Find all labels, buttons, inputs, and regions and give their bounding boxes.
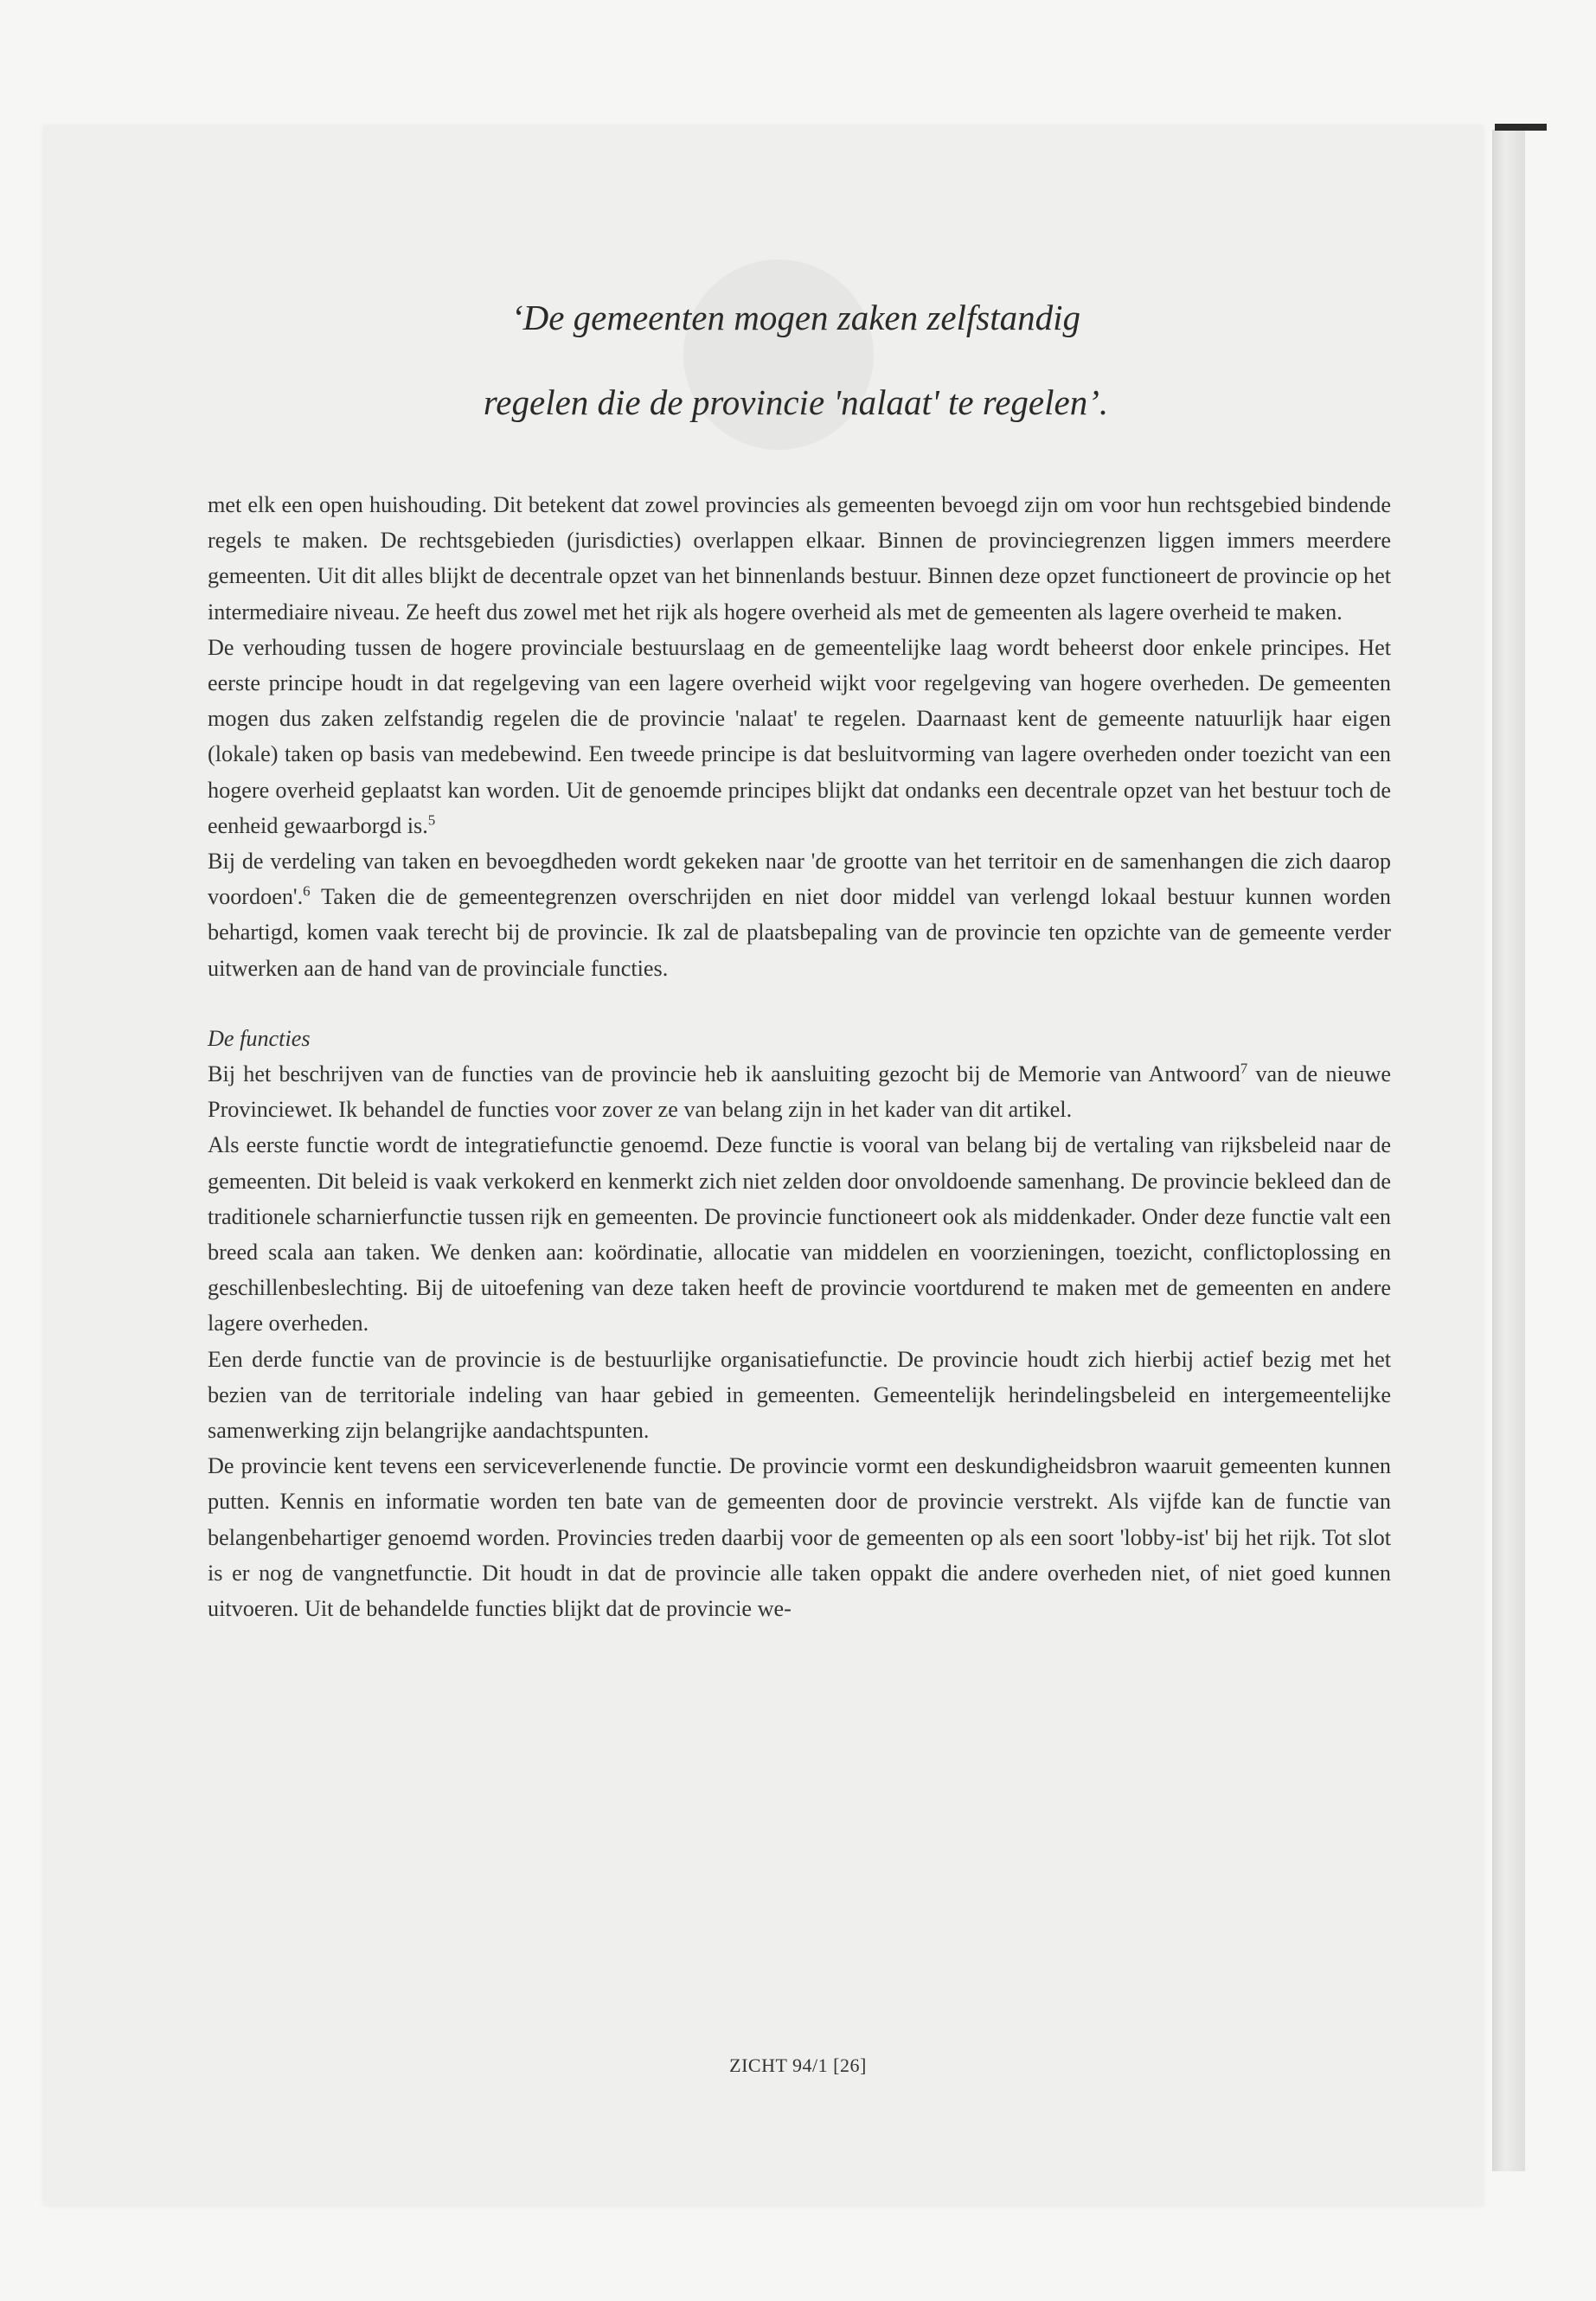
paragraph-7: De provincie kent tevens een serviceverlenende functie. De provincie vormt een deskundigheidsbron waaruit gemeenten kunnen putten. Kennis en informatie worden ten bate van de gemeenten door de provincie verstrekt. Als vijfde kan de functie van belangenbehartiger genoemd worden. Provincies treden daarbij voor de gemeenten op als een soort 'lobby-ist' bij het rijk. Tot slot is er nog de vangnetfunctie. Dit houdt in dat de provincie alle taken oppakt die andere overheden niet, of niet goed kunnen uitvoeren. Uit de behandelde functies blijkt dat de provincie we-: [208, 1453, 1391, 1622]
article-body: [208, 487, 1391, 1626]
pull-quote-line-2: regelen die de provincie 'nalaat' te regelen’.: [483, 382, 1109, 422]
paragraph-3-text-a: Bij de verdeling van taken en bevoegdheden wordt gekeken naar 'de grootte van het territoir en de samenhangen die zich daarop voordoen'.: [208, 849, 1391, 910]
paragraph-4: [208, 1056, 1391, 1127]
paragraph-6: Een derde functie van de provincie is de bestuurlijke organisatiefunctie. De provincie houdt zich hierbij actief bezig met het bezien van de territoriale indeling van haar gebied in gemeenten. Gemeentelijk herindelingsbeleid en intergemeentelijke samenwerking zijn belangrijke aandachtspunten.: [208, 1346, 1391, 1444]
pull-quote: [260, 275, 1332, 445]
paragraph-4-text-b: van de nieuwe Provinciewet. Ik behandel de functies voor zover ze van belang zijn in het kader van dit artikel.: [208, 1061, 1391, 1123]
paragraph-5: Als eerste functie wordt de integratiefunctie genoemd. Deze functie is vooral van belang bij de vertaling van rijksbeleid naar de gemeenten. Dit beleid is vaak verkokerd en kenmerkt zich niet zelden door onvoldoende samenhang. De provincie bekleed dan de traditionele scharnierfunctie tussen rijk en gemeenten. De provincie functioneert ook als middenkader. Onder deze functie valt een breed scala aan taken. We denken aan: koördinatie, allocatie van middelen en voorzieningen, toezicht, conflictoplossing en geschillenbeslechting. Bij de uitoefening van deze taken heeft de provincie voortdurend te maken met de gemeenten en andere lagere overheden.: [208, 1132, 1391, 1336]
footnote-ref-6: 6: [303, 882, 311, 900]
footnote-ref-5: 5: [427, 811, 436, 829]
paragraph-1: met elk een open huishouding. Dit betekent dat zowel provincies als gemeenten bevoegd zijn om voor hun rechtsgebied bindende regels te maken. De rechtsgebieden (jurisdicties) overlappen elkaar. Binnen de provinciegrenzen liggen immers meerdere gemeenten. Uit dit alles blijkt de decentrale opzet van het binnenlands bestuur. Binnen deze opzet functioneert de provincie op het intermediaire niveau. Ze heeft dus zowel met het rijk als hogere overheid als met de gemeenten als lagere overheid te maken.: [208, 492, 1391, 625]
pull-quote-line-1: ‘De gemeenten mogen zaken zelfstandig: [510, 298, 1081, 337]
paragraph-2: [208, 630, 1391, 843]
paragraph-4-text-a: Bij het beschrijven van de functies van de provincie heb ik aansluiting gezocht bij de Memorie van Antwoord: [208, 1061, 1240, 1087]
footnote-ref-7: 7: [1240, 1060, 1248, 1077]
page-footer: ZICHT 94/1 [26]: [729, 2054, 867, 2076]
page-edge: [1492, 130, 1525, 2171]
paragraph-3: [208, 843, 1391, 986]
paragraph-2-text: De verhouding tussen de hogere provinciale bestuurslaag en de gemeentelijke laag wordt beheerst door enkele principes. Het eerste principe houdt in dat regelgeving van een lagere overheid wijkt voor regelgeving van hogere overheden. De gemeenten mogen dus zaken zelfstandig regelen die de provincie 'nalaat' te regelen. Daarnaast kent de gemeente natuurlijk haar eigen (lokale) taken op basis van medebewind. Een tweede principe is dat besluitvorming van lagere overheden onder toezicht van een hogere overheid geplaatst kan worden. Uit de genoemde principes blijkt dat ondanks een decentrale opzet van het bestuur toch de eenheid gewaarborgd is.: [208, 634, 1391, 838]
section-heading-functies: De functies: [208, 1025, 311, 1051]
page-edge-marker: [1495, 124, 1547, 131]
paragraph-3-text-b: Taken die de gemeentegrenzen overschrijden en niet door middel van verlengd lokaal bestuur kunnen worden behartigd, komen vaak terecht bij de provincie. Ik zal de plaatsbepaling van de provincie ten opzichte van de gemeente verder uitwerken aan de hand van de provinciale functies.: [208, 884, 1391, 981]
